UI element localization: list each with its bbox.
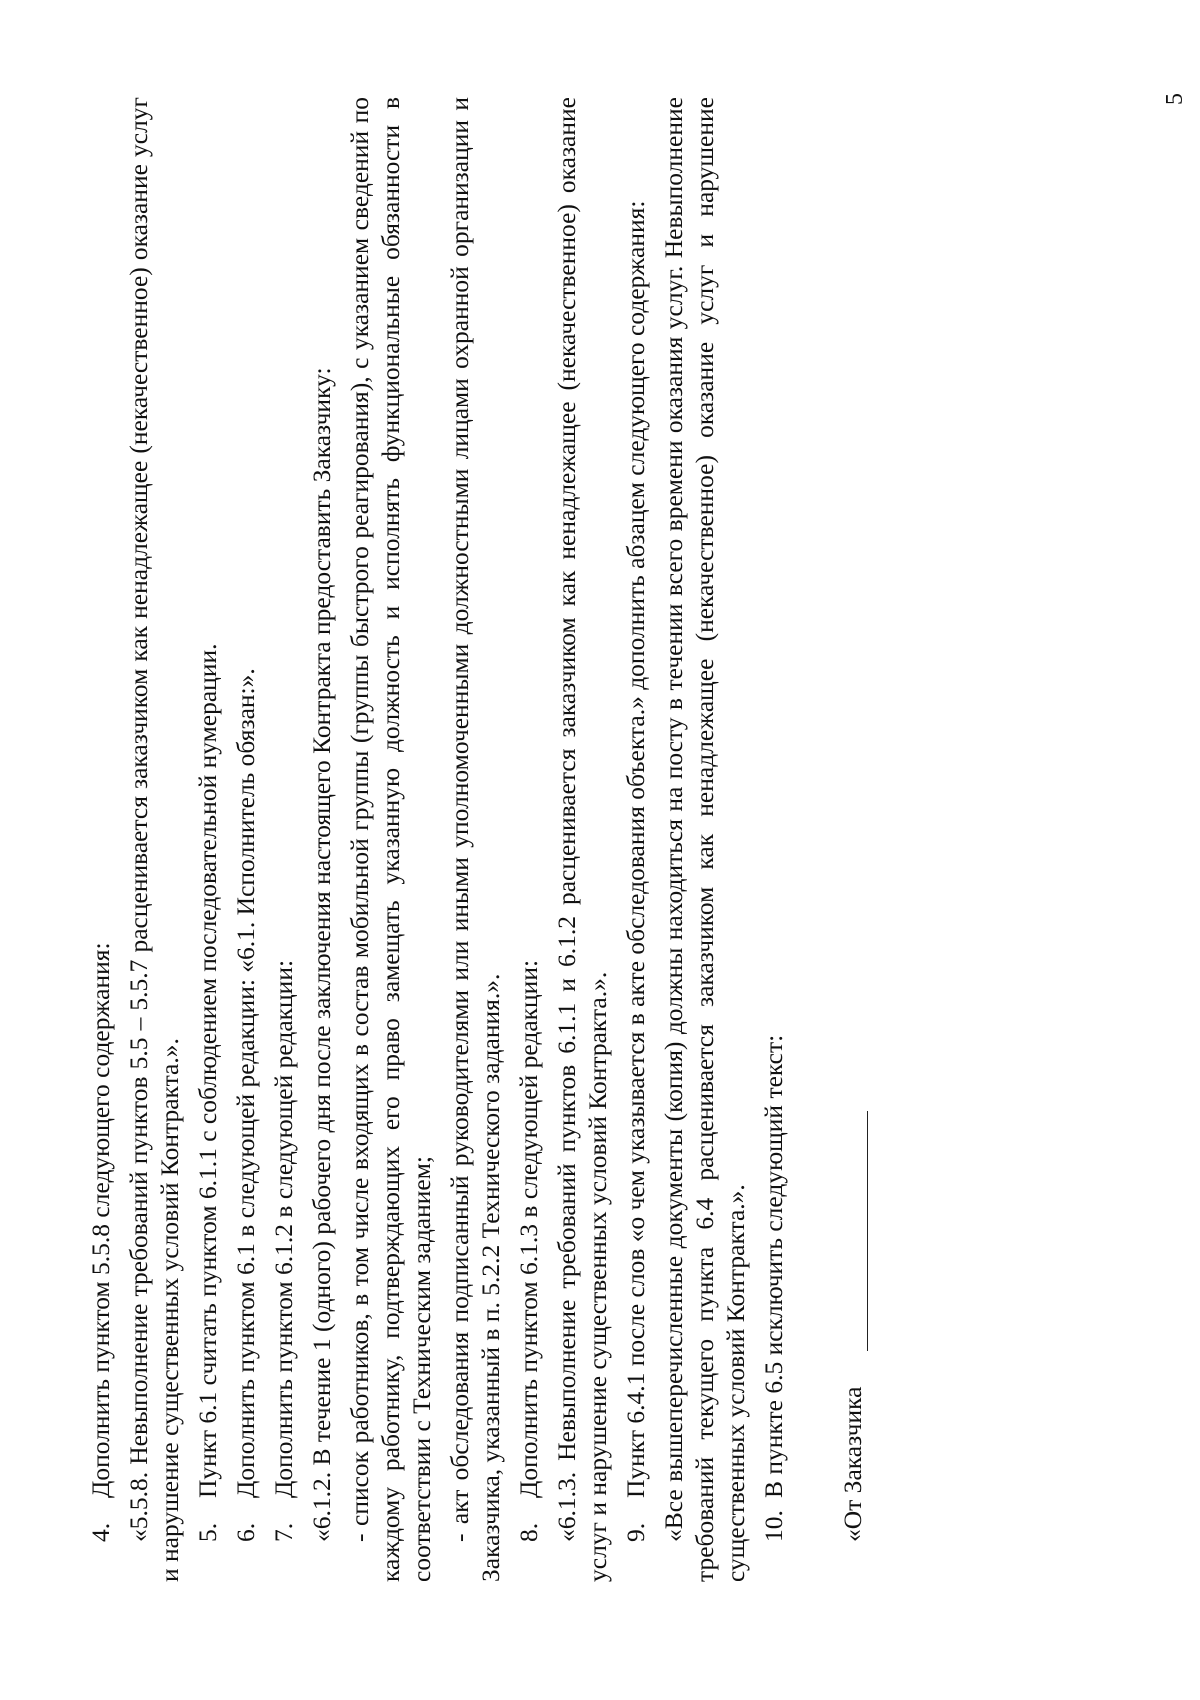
item-text: Пункт 6.1 считать пунктом 6.1.1 с соблюдением последовательной нумерации.	[193, 643, 222, 1498]
item-4	[85, 97, 116, 1582]
quote-6-1-2: «6.1.2. В течение 1 (одного) рабочего дня после заключения настоящего Контракта предоставить Заказчику:	[307, 367, 336, 1542]
item-7	[268, 97, 299, 1582]
rotated-text-block	[85, 97, 915, 1582]
item-text: Дополнить пунктом 6.1 в следующей редакции: «6.1. Исполнитель обязан:».	[231, 668, 260, 1498]
quote-5-5-8: «5.5.8. Невыполнение требований пунктов 5.5 – 5.5.7 расценивается заказчиком как ненадлежащее (некачественное) оказание услуг и нарушение существенных условий Контракта.».	[124, 97, 184, 1582]
signature-label: «От Заказчика	[838, 1386, 867, 1542]
item-5	[192, 97, 223, 1582]
item-number: 4.	[86, 1522, 115, 1542]
item-9	[620, 97, 651, 1582]
item-number: 5.	[193, 1522, 222, 1542]
item-number: 9.	[621, 1522, 650, 1542]
item-number: 6.	[231, 1522, 260, 1542]
page-number: 5	[1162, 93, 1188, 105]
item-text: Пункт 6.4.1 после слов «о чем указывается в акте обследования объекта.» дополнить абзацем следующего содержания:	[621, 200, 650, 1498]
item-text: Дополнить пунктом 5.5.8 следующего содержания:	[86, 942, 115, 1498]
signature-line	[845, 1111, 868, 1351]
signature-block	[837, 97, 868, 1582]
item-number: 10.	[759, 1510, 788, 1542]
item-text: Дополнить пунктом 6.1.3 в следующей редакции:	[514, 959, 543, 1498]
quote-employee-list: - список работников, в том числе входящих в состав мобильной группы (группы быстрого реагирования), с указанием сведений по каждому работнику, подтверждающих его право замещать указанную должность и исполнять функциональные обязанности в соответствии с Техническим заданием;	[345, 97, 436, 1582]
quote-6-1-3: «6.1.3. Невыполнение требований пунктов 6.1.1 и 6.1.2 расценивается заказчиком как ненадлежащее (некачественное) оказание услуг и нарушение существенных условий Контракта.».	[552, 97, 612, 1582]
item-6	[230, 97, 261, 1582]
quote-documents: «Все вышеперечисленные документы (копия) должны находиться на посту в течении всего времени оказания услуг. Невыполнение требований текущего пункта 6.4 расценивается заказчиком как ненадлежащее (некачественное) оказание услуг и нарушение существенных условий Контракта.».	[659, 97, 750, 1582]
item-number: 8.	[514, 1522, 543, 1542]
item-text: Дополнить пунктом 6.1.2 в следующей редакции:	[269, 959, 298, 1498]
item-text: В пункте 6.5 исключить следующий текст:	[759, 1034, 788, 1498]
item-8	[513, 97, 544, 1582]
quote-inspection-act: - акт обследования подписанный руководителями или иными уполномоченными должностными лицами охранной организации и Заказчика, указанный в п. 5.2.2 Технического задания.».	[445, 97, 505, 1582]
item-10	[758, 97, 789, 1582]
item-number: 7.	[269, 1522, 298, 1542]
